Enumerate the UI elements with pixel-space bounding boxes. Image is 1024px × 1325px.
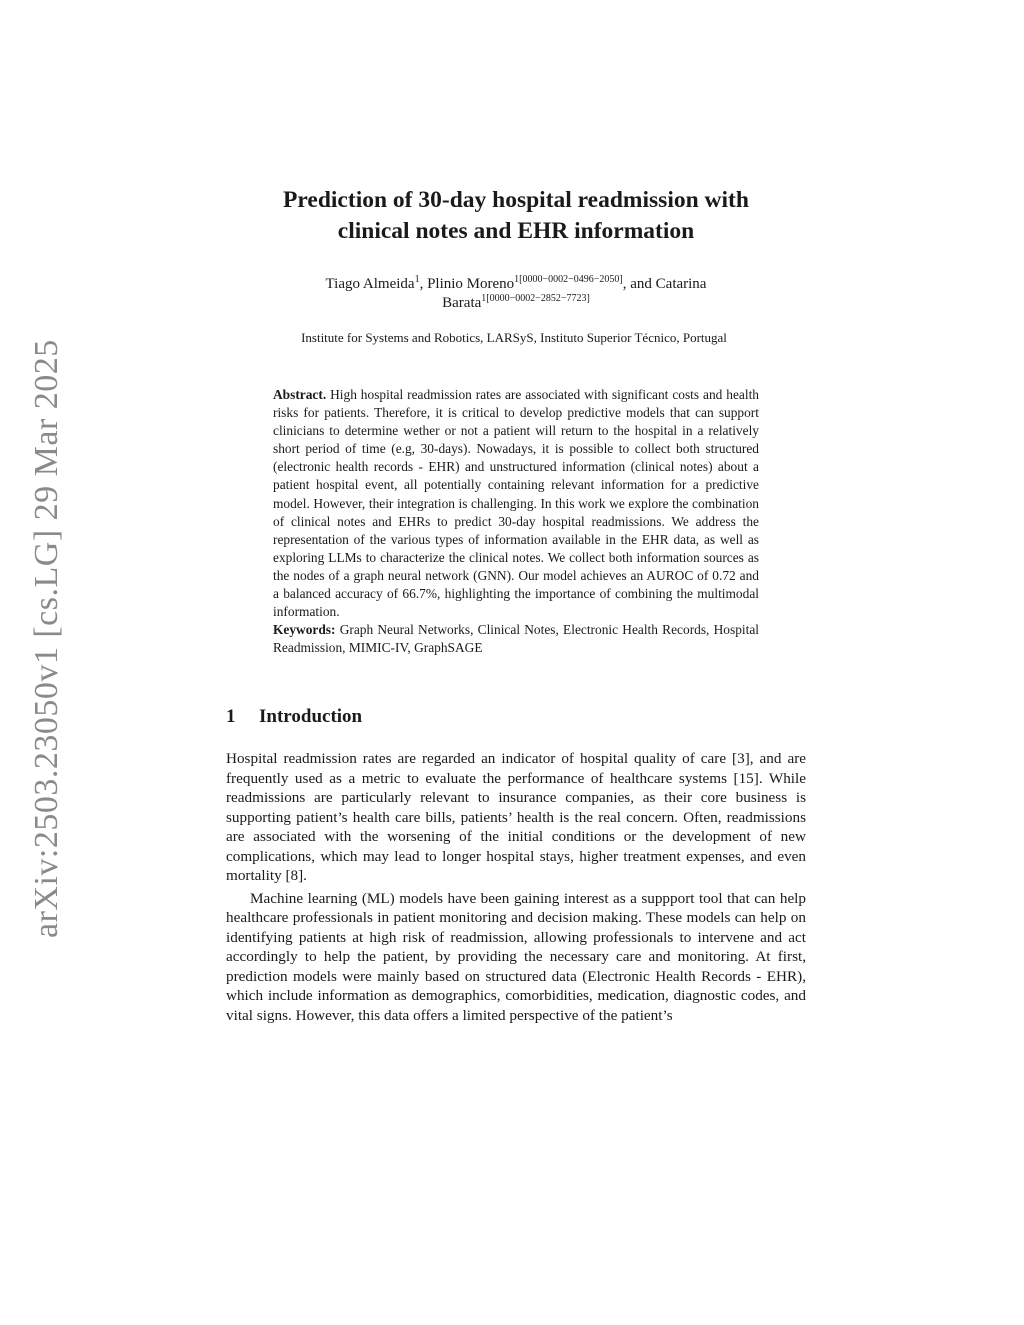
author-orcid-mark: 1[0000−0002−2852−7723] [481, 293, 590, 304]
abstract [273, 386, 759, 621]
paper-title [216, 185, 816, 247]
arxiv-identifier-stamp: arXiv:2503.23050v1 [cs.LG] 29 Mar 2025 [28, 339, 65, 938]
abstract-label: Abstract. [273, 387, 327, 402]
author-orcid-mark: 1[0000−0002−0496−2050] [514, 274, 623, 285]
keywords-label: Keywords: [273, 622, 336, 638]
author-conjunction: , and Catarina [622, 276, 707, 292]
keywords-text: Graph Neural Networks, Clinical Notes, Electronic Health Records, Hospital Readmission, MIMIC-IV, GraphSAGE [273, 622, 759, 656]
abstract-text: High hospital readmission rates are associated with significant costs and health risks for patients. Therefore, it is critical to develop predictive models that can support clinicians to determine wether or not a patient will return to the hospital in a relatively short period of time (e.g, 30-days). Nowadays, it is possible to collect both structured (electronic health records - EHR) and unstructured information (clinical notes) about a patient hospital event, all potentially containing relevant information for a predictive model. However, their integration is challenging. In this work we explore the combination of clinical notes and EHRs to predict 30-day hospital readmissions. We address the representation of the various types of information available in the EHR data, as well as exploring LLMs to characterize the clinical notes. We collect both information sources as the nodes of a graph neural network (GNN). Our model achieves an AUROC of 0.72 and a balanced accuracy of 66.7%, highlighting the importance of combining the multimodal information. [273, 387, 759, 620]
author-affiliation-mark: 1 [414, 274, 420, 285]
intro-paragraph-2: Machine learning (ML) models have been gaining interest as a suppport tool that can help healthcare professionals in patient monitoring and decision making. These models can help on identifying patients at high risk of readmission, allowing professionals to intervene and act accordingly to help the patient, by providing the necessary care and monitoring. At first, prediction models were mainly based on structured data (Electronic Health Records - EHR), which include information as demographics, comorbidities, medication, diagnostic codes, and vital signs. However, this data offers a limited perspective of the patient’s [226, 889, 806, 1024]
author-name: Plinio Moreno [427, 276, 515, 292]
section-heading [226, 705, 806, 729]
keywords [273, 621, 759, 657]
author-line-2 [226, 294, 806, 313]
paper-page [226, 185, 806, 1025]
section-number: 1 [226, 706, 236, 728]
intro-paragraph-1: Hospital readmission rates are regarded an indicator of hospital quality of care [3], and are frequently used as a metric to evaluate the performance of healthcare systems [15]. While readmissions are particularly relevant to insurance companies, as their core business is supporting patient’s health care bills, patients’ health is the real concern. Often, readmissions are associated with the worsening of the initial conditions or the development of new complications, which may lead to longer hospital stays, higher treatment expenses, and even mortality [8]. [226, 750, 806, 885]
author-name: Tiago Almeida [325, 276, 415, 292]
section-title: Introduction [259, 706, 363, 728]
title-line-2: clinical notes and EHR information [337, 218, 695, 244]
author-list [226, 275, 806, 313]
author-name: Barata [442, 295, 482, 311]
title-line-1: Prediction of 30-day hospital readmission with [283, 187, 749, 213]
author-line-1: Tiago Almeida$^1$, Plinio Moreno$^{1[0000-0002-0496-2050]}$, and Catarina [325, 274, 707, 292]
affiliation: Institute for Systems and Robotics, LARSyS, Instituto Superior Técnico, Portugal [301, 330, 727, 345]
